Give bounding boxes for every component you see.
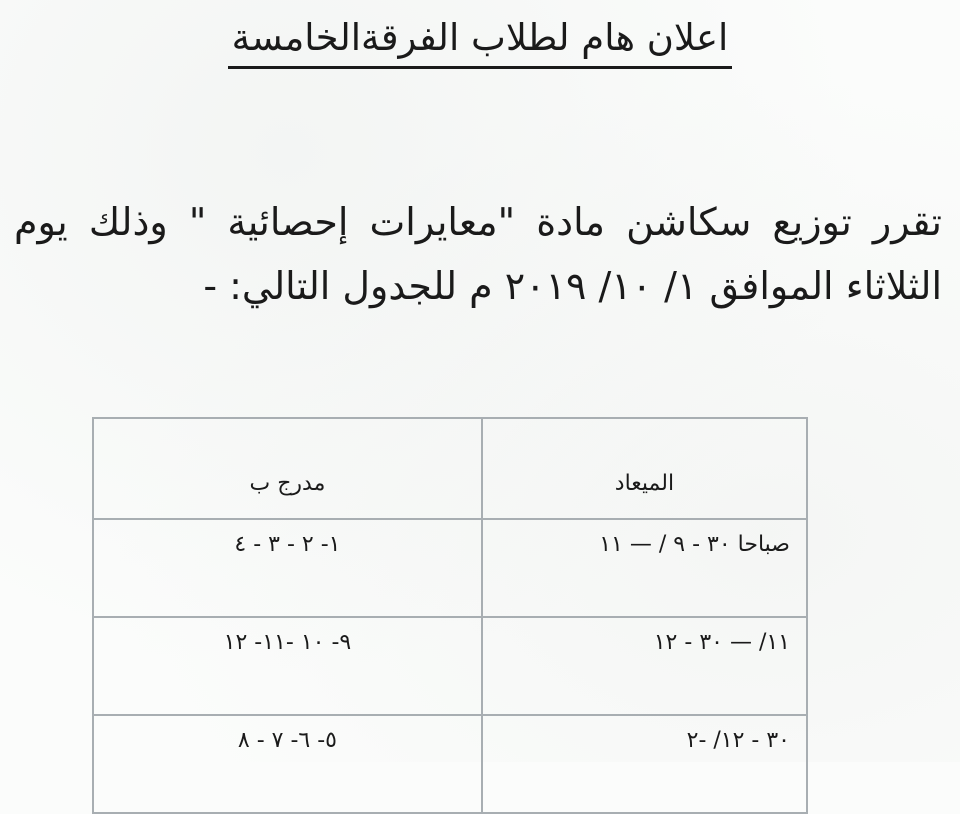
header-hall: مدرج ب — [93, 418, 482, 519]
table-row — [93, 715, 807, 813]
time-cell: ١١/ — ٣٠ - ١٢ — [482, 617, 807, 715]
schedule-header-row — [93, 418, 807, 519]
announcement-title-text: اعلان هام لطلاب الفرقةالخامسة — [228, 10, 733, 69]
time-cell: صباحا ٣٠ - ٩ / — ١١ — [482, 519, 807, 617]
sections-cell: ١- ٢ - ٣ - ٤ — [93, 519, 482, 617]
table-row — [93, 617, 807, 715]
schedule-table — [92, 417, 808, 814]
table-row — [93, 519, 807, 617]
time-cell: ٣٠ - ١٢/ -٢ — [482, 715, 807, 813]
sections-cell: ٩- ١٠ -١١- ١٢ — [93, 617, 482, 715]
announcement-body: تقرر توزيع سكاشن مادة "معايرات إحصائية " وذلك يوم الثلاثاء الموافق ١/ ١٠/ ٢٠١٩ م للجدول التالي: - — [14, 200, 942, 308]
sections-cell: ٥- ٦- ٧ - ٨ — [93, 715, 482, 813]
header-time: الميعاد — [482, 418, 807, 519]
announcement-title — [0, 8, 960, 69]
